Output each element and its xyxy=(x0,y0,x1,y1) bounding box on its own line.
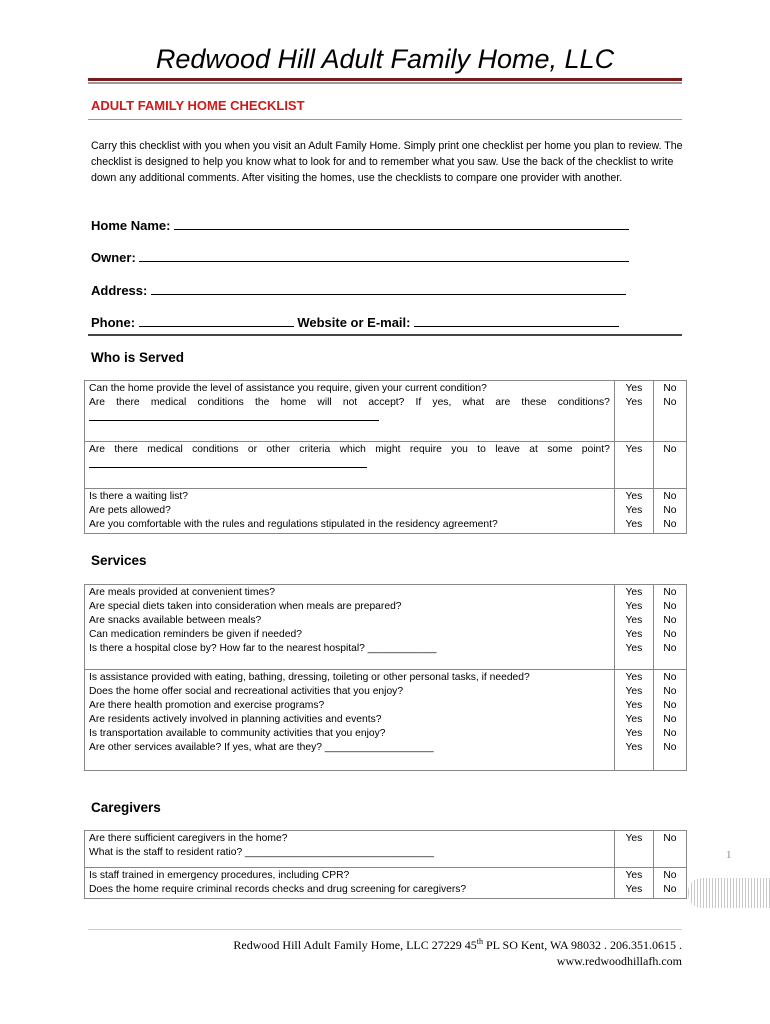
website-blank[interactable] xyxy=(414,314,619,327)
title-rule-gray xyxy=(88,82,682,84)
no-option[interactable]: No xyxy=(663,714,677,725)
question: Can the home provide the level of assistance you require, given your current condition? xyxy=(89,383,487,394)
yes-option[interactable]: Yes xyxy=(625,643,643,654)
yes-option[interactable]: Yes xyxy=(625,833,643,844)
caregivers-table xyxy=(84,830,687,899)
no-option[interactable]: No xyxy=(663,383,677,394)
services-title: Services xyxy=(91,553,147,568)
question: Is assistance provided with eating, bathing, dressing, toileting or other personal tasks, if needed? xyxy=(89,672,530,683)
question: Are meals provided at convenient times? xyxy=(89,587,276,598)
table-row xyxy=(85,868,687,899)
owner-label: Owner: xyxy=(91,250,136,265)
yes-option[interactable]: Yes xyxy=(625,397,643,408)
no-option[interactable]: No xyxy=(663,742,677,753)
home-name-blank[interactable] xyxy=(174,217,629,230)
question: Does the home offer social and recreational activities that you enjoy? xyxy=(89,686,404,697)
intro-paragraph: Carry this checklist with you when you visit an Adult Family Home. Simply print one checklist per home you plan to review. The checklist is designed to help you know what to look for and to remember what you saw. Use the back of the checklist to write down any additional comments. After visiting the homes, use the checklists to compare one provider with another. xyxy=(91,140,683,184)
website-label: Website or E-mail: xyxy=(297,315,411,330)
question: Are you comfortable with the rules and regulations stipulated in the residency agreement? xyxy=(89,519,498,530)
question: Are pets allowed? xyxy=(89,505,171,516)
page-curl-decoration xyxy=(688,878,770,908)
question: Are there sufficient caregivers in the home? xyxy=(89,833,288,844)
question: Are other services available? If yes, what are they? ___________________ xyxy=(89,742,434,753)
question: What is the staff to resident ratio? _________________________________ xyxy=(89,847,435,858)
question: Are there health promotion and exercise programs? xyxy=(89,700,325,711)
no-option[interactable]: No xyxy=(663,700,677,711)
owner-blank[interactable] xyxy=(139,249,629,262)
table-row xyxy=(85,489,687,534)
who-served-title: Who is Served xyxy=(91,350,185,365)
question: Is there a hospital close by? How far to the nearest hospital? ____________ xyxy=(89,643,437,654)
no-option[interactable]: No xyxy=(663,519,677,530)
footer-address-suffix: PL SO Kent, WA 98032 . 206.351.0615 . xyxy=(482,938,682,952)
no-option[interactable]: No xyxy=(663,672,677,683)
footer xyxy=(233,934,682,969)
question: Are there medical conditions or other criteria which might require you to leave at some point? xyxy=(89,444,610,455)
yes-option[interactable]: Yes xyxy=(625,505,643,516)
answer-blank[interactable] xyxy=(89,410,379,421)
no-option[interactable]: No xyxy=(663,491,677,502)
yes-option[interactable]: Yes xyxy=(625,672,643,683)
yes-option[interactable]: Yes xyxy=(625,601,643,612)
yes-option[interactable]: Yes xyxy=(625,444,643,455)
table-row xyxy=(85,442,687,489)
services-table xyxy=(84,584,687,771)
address-label: Address: xyxy=(91,283,148,298)
table-row xyxy=(85,831,687,868)
yes-option[interactable]: Yes xyxy=(625,884,643,895)
yes-option[interactable]: Yes xyxy=(625,728,643,739)
no-option[interactable]: No xyxy=(663,601,677,612)
yes-option[interactable]: Yes xyxy=(625,870,643,881)
question: Are special diets taken into consideration when meals are prepared? xyxy=(89,601,402,612)
yes-option[interactable]: Yes xyxy=(625,587,643,598)
answer-blank[interactable] xyxy=(89,457,367,468)
footer-address-text: Redwood Hill Adult Family Home, LLC 27229 45 xyxy=(233,938,477,952)
footer-address xyxy=(233,934,682,953)
home-name-label: Home Name: xyxy=(91,218,171,233)
page-number: 1 xyxy=(726,849,732,861)
yes-option[interactable]: Yes xyxy=(625,491,643,502)
question: Is transportation available to community activities that you enjoy? xyxy=(89,728,386,739)
yes-option[interactable]: Yes xyxy=(625,519,643,530)
no-option[interactable]: No xyxy=(663,444,677,455)
yes-option[interactable]: Yes xyxy=(625,700,643,711)
yes-option[interactable]: Yes xyxy=(625,714,643,725)
yes-option[interactable]: Yes xyxy=(625,615,643,626)
heading-rule xyxy=(88,119,682,120)
phone-website-field[interactable] xyxy=(91,314,619,330)
question: Is there a waiting list? xyxy=(89,491,189,502)
title-rule-red xyxy=(88,78,682,81)
footer-website[interactable]: www.redwoodhillafh.com xyxy=(556,954,682,968)
yes-option[interactable]: Yes xyxy=(625,742,643,753)
phone-label: Phone: xyxy=(91,315,136,330)
yes-option[interactable]: Yes xyxy=(625,383,643,394)
home-name-field[interactable] xyxy=(91,217,629,233)
phone-blank[interactable] xyxy=(139,314,294,327)
no-option[interactable]: No xyxy=(663,615,677,626)
question: Are there medical conditions the home will not accept? If yes, what are these conditions? xyxy=(89,397,610,408)
no-option[interactable]: No xyxy=(663,728,677,739)
question: Does the home require criminal records checks and drug screening for caregivers? xyxy=(89,884,467,895)
no-option[interactable]: No xyxy=(663,870,677,881)
question: Is staff trained in emergency procedures, including CPR? xyxy=(89,870,350,881)
no-option[interactable]: No xyxy=(663,397,677,408)
address-blank[interactable] xyxy=(151,282,626,295)
no-option[interactable]: No xyxy=(663,505,677,516)
no-option[interactable]: No xyxy=(663,629,677,640)
table-row xyxy=(85,585,687,670)
fields-rule xyxy=(88,334,682,336)
address-field[interactable] xyxy=(91,282,626,298)
no-option[interactable]: No xyxy=(663,643,677,654)
document-title: Redwood Hill Adult Family Home, LLC xyxy=(155,44,615,74)
footer-rule xyxy=(88,929,682,930)
question: Are residents actively involved in planning activities and events? xyxy=(89,714,382,725)
question: Are snacks available between meals? xyxy=(89,615,262,626)
yes-option[interactable]: Yes xyxy=(625,686,643,697)
owner-field[interactable] xyxy=(91,249,629,265)
no-option[interactable]: No xyxy=(663,686,677,697)
table-row xyxy=(85,670,687,771)
no-option[interactable]: No xyxy=(663,833,677,844)
caregivers-title: Caregivers xyxy=(91,800,161,815)
no-option[interactable]: No xyxy=(663,587,677,598)
no-option[interactable]: No xyxy=(663,884,677,895)
who-served-table xyxy=(84,380,687,534)
question: Can medication reminders be given if needed? xyxy=(89,629,302,640)
table-row xyxy=(85,381,687,442)
footer-superscript: th xyxy=(476,937,483,946)
yes-option[interactable]: Yes xyxy=(625,629,643,640)
checklist-heading: ADULT FAMILY HOME CHECKLIST xyxy=(91,98,305,113)
